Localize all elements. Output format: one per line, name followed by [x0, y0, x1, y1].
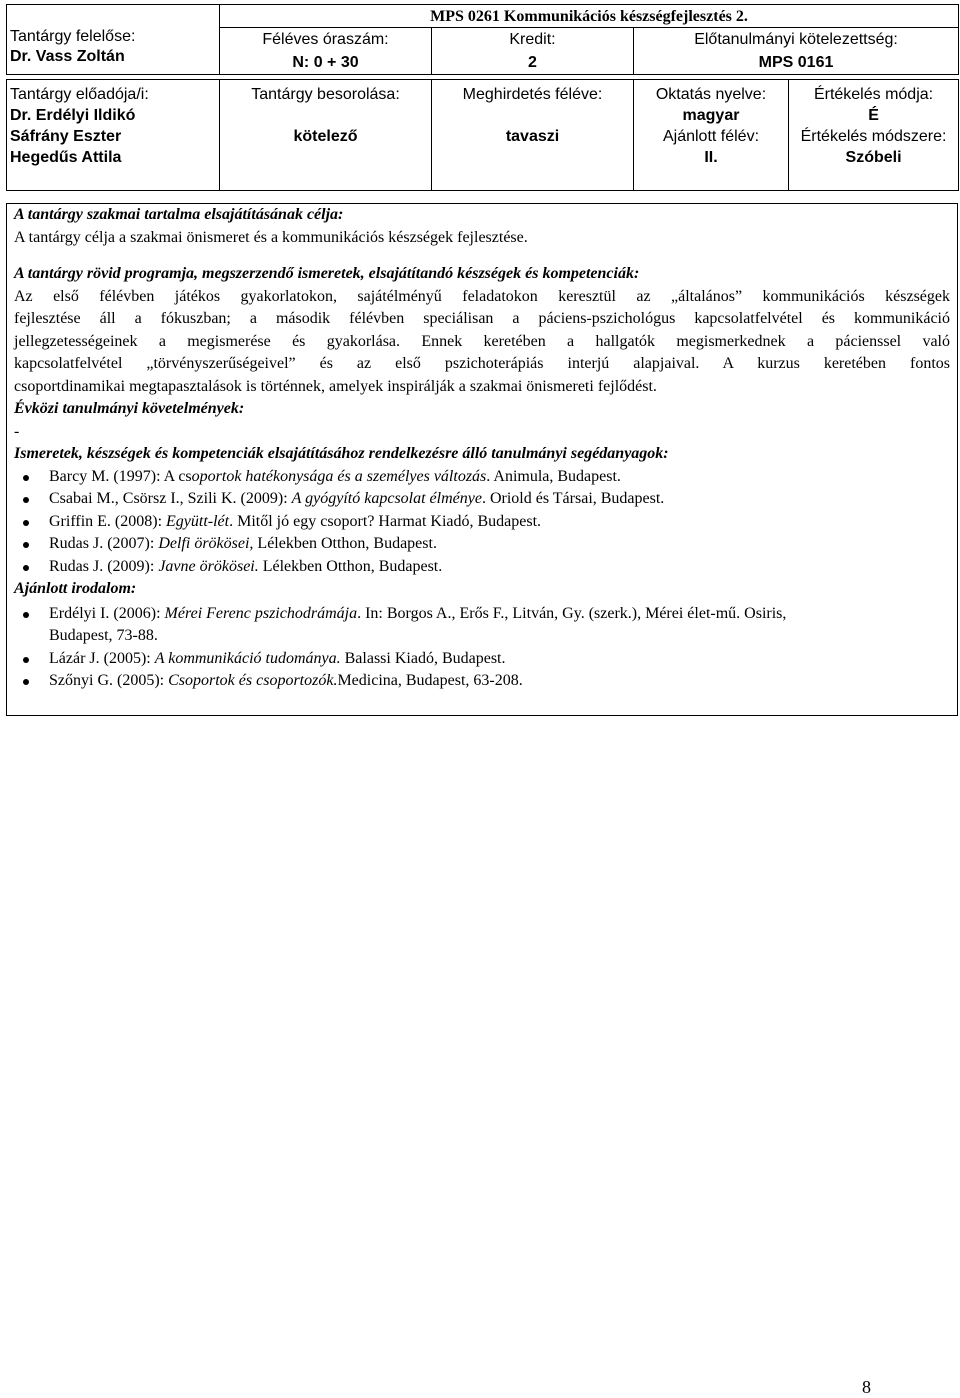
language-label: Oktatás nyelve: — [655, 86, 767, 103]
lecturer-label: Tantárgy előadója/i: — [10, 86, 149, 103]
language-cell — [634, 80, 789, 191]
literature-list — [14, 603, 950, 693]
literature-title: Ajánlott irodalom: — [14, 580, 137, 597]
assessment-label: Értékelés módja: — [813, 86, 934, 103]
credit-label: Kredit: — [509, 31, 556, 48]
page-number: 8 — [862, 1377, 871, 1397]
recommended-value: II. — [704, 149, 718, 166]
assessment-method-label: Értékelés módszere: — [800, 128, 947, 145]
list-item: Barcy M. (1997): A csoportok hatékonysága és a személyes változás. Animula, Budapest. — [14, 466, 950, 489]
assessment-method-value: Szóbeli — [845, 149, 902, 166]
list-item: Griffin E. (2008): Együtt-lét. Mitől jó egy csoport? Harmat Kiadó, Budapest. — [14, 511, 950, 534]
language-value: magyar — [682, 107, 740, 124]
lecturer-name-3: Hegedűs Attila — [10, 149, 122, 166]
lecturer-name-2: Sáfrány Eszter — [10, 128, 122, 145]
lecturer-cell — [7, 80, 220, 191]
course-title: MPS 0261 Kommunikációs készségfejlesztés 2. — [220, 5, 959, 28]
program-title: A tantárgy rövid programja, megszerzendő ismeretek, elsajátítandó készségek és kompetenciák: — [14, 265, 640, 282]
requirements-text: - — [14, 422, 20, 440]
program-line: jellegzetességeinek a megismerése és gyakorlása. Ennek keretében a hallgatók megismerkednek a pácienssel való — [14, 332, 950, 350]
responsible-name: Dr. Vass Zoltán — [10, 48, 125, 65]
list-item: Lázár J. (2005): A kommunikáció tudománya. Balassi Kiadó, Budapest. — [14, 648, 950, 671]
recommended-label: Ajánlott félév: — [662, 128, 760, 145]
program-line: fejlesztése áll a fókuszban; a második félévben speciálisan a páciens-pszichológus kapcsolatfelvétel és kommunikáció — [14, 310, 950, 327]
responsible-label: Tantárgy felelőse: — [10, 28, 136, 45]
responsible-cell — [7, 5, 220, 75]
credit-cell — [432, 28, 634, 75]
hours-cell — [220, 28, 432, 75]
program-line: csoportdinamikai megtapasztalások is történnek, amelyek inspirálják a szakmai önismereti fejlődést. — [14, 377, 657, 395]
list-item: Rudas J. (2007): Delfi örökösei, Lélekben Otthon, Budapest. — [14, 533, 950, 556]
program-line: Az első félévben játékos gyakorlatokon, sajátélményű feladatokon keresztül az „általános” kommunikációs készségek — [14, 287, 950, 305]
assessment-cell — [789, 80, 959, 191]
classification-value: kötelező — [293, 128, 358, 145]
goal-title: A tantárgy szakmai tartalma elsajátításának célja: — [14, 206, 344, 223]
credit-value: 2 — [528, 54, 537, 71]
program-text — [14, 286, 950, 399]
list-item: Szőnyi G. (2005): Csoportok és csoportozók.Medicina, Budapest, 63-208. — [14, 670, 950, 693]
classification-label: Tantárgy besorolása: — [251, 86, 400, 103]
semester-label: Meghirdetés féléve: — [462, 86, 603, 103]
prereq-label: Előtanulmányi kötelezettség: — [694, 31, 898, 48]
classification-cell — [220, 80, 432, 191]
list-item: Csabai M., Csörsz I., Szili K. (2009): A gyógyító kapcsolat élménye. Oriold és Társai, Budapest. — [14, 488, 950, 511]
semester-cell — [432, 80, 634, 191]
assessment-value: É — [868, 107, 879, 124]
prereq-cell — [634, 28, 959, 75]
materials-list — [14, 466, 950, 579]
requirements-title: Évközi tanulmányi követelmények: — [14, 400, 245, 417]
list-item: Erdélyi I. (2006): Mérei Ferenc pszichodrámája. In: Borgos A., Erős F., Litván, Gy. (szerk.), Mérei élet-mű. Osiris, Budapest, 73-88. — [14, 603, 950, 648]
materials-title: Ismeretek, készségek és kompetenciák elsajátításához rendelkezésre álló tanulmányi segédanyagok: — [14, 445, 669, 462]
hours-value: N: 0 + 30 — [292, 54, 359, 71]
semester-value: tavaszi — [505, 128, 560, 145]
prereq-value: MPS 0161 — [758, 54, 834, 71]
course-header-table — [6, 4, 959, 191]
program-line: kapcsolatfelvétel „törvényszerűségeivel” és az első pszichoterápiás interjú alapjaival. A kurzus keretében fontos — [14, 355, 950, 372]
goal-text: A tantárgy célja a szakmai önismeret és a kommunikációs készségek fejlesztése. — [14, 228, 528, 246]
list-item: Rudas J. (2009): Javne örökösei. Lélekben Otthon, Budapest. — [14, 556, 950, 579]
hours-label: Féléves óraszám: — [262, 31, 389, 48]
course-content — [6, 203, 958, 716]
lecturer-name-1: Dr. Erdélyi Ildikó — [10, 107, 136, 124]
